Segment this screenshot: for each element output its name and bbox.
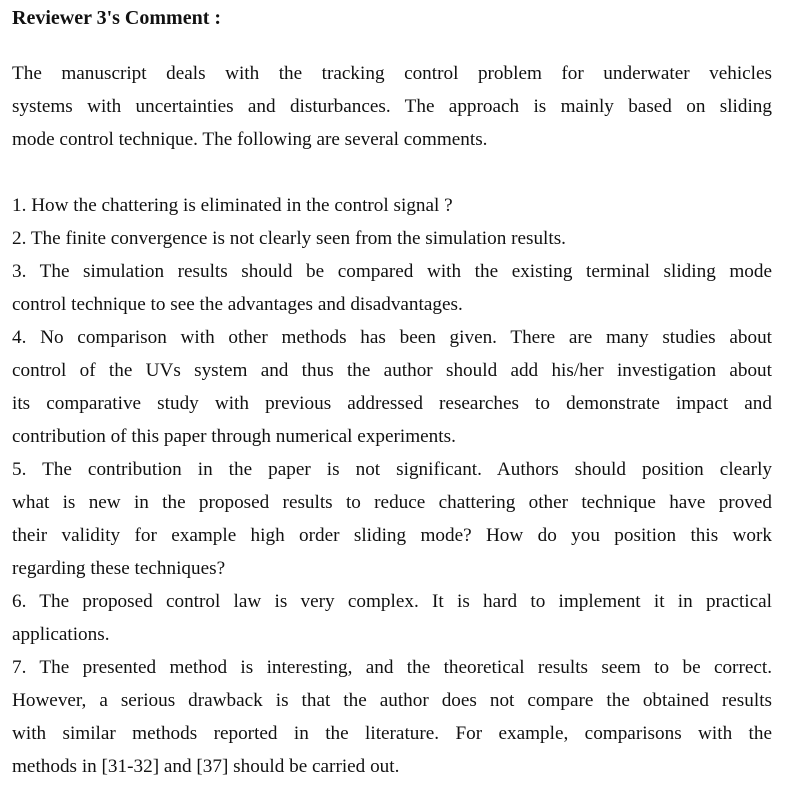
comment-line: with similar methods reported in the literature. For example, comparisons with the xyxy=(12,723,772,744)
comment-list xyxy=(12,189,772,783)
comment-line: control technique to see the advantages and disadvantages. xyxy=(12,294,463,315)
intro-line: mode control technique. The following are several comments. xyxy=(12,129,488,150)
comment-line: 7. The presented method is interesting, and the theoretical results seem to be correct. xyxy=(12,657,772,678)
comment-line: contribution of this paper through numerical experiments. xyxy=(12,426,456,447)
comment-line: control of the UVs system and thus the author should add his/her investigation about xyxy=(12,360,772,381)
comment-line: 3. The simulation results should be compared with the existing terminal sliding mode xyxy=(12,261,772,282)
page-title: Reviewer 3's Comment : xyxy=(12,7,222,29)
comment-line: 4. No comparison with other methods has been given. There are many studies about xyxy=(12,327,772,348)
comment-line: their validity for example high order sliding mode? How do you position this work xyxy=(12,525,772,546)
comment-item-7 xyxy=(12,651,772,783)
comment-item-3 xyxy=(12,255,772,321)
comment-item-6 xyxy=(12,585,772,651)
comment-item-2 xyxy=(12,222,772,255)
comment-line: 5. The contribution in the paper is not significant. Authors should position clearly xyxy=(12,459,772,480)
intro-line: systems with uncertainties and disturbances. The approach is mainly based on sliding xyxy=(12,96,772,117)
comment-item-1 xyxy=(12,189,772,222)
comment-line: applications. xyxy=(12,624,110,645)
comment-line: 2. The finite convergence is not clearly seen from the simulation results. xyxy=(12,228,566,249)
comment-line: its comparative study with previous addressed researches to demonstrate impact and xyxy=(12,393,772,414)
intro-line: The manuscript deals with the tracking control problem for underwater vehicles xyxy=(12,63,772,84)
comment-line: 1. How the chattering is eliminated in the control signal ? xyxy=(12,195,453,216)
intro-paragraph xyxy=(12,57,772,156)
comment-line: However, a serious drawback is that the author does not compare the obtained results xyxy=(12,690,772,711)
comment-line: what is new in the proposed results to reduce chattering other technique have proved xyxy=(12,492,772,513)
comment-line: regarding these techniques? xyxy=(12,558,226,579)
comment-item-4 xyxy=(12,321,772,453)
comment-line: methods in [31-32] and [37] should be carried out. xyxy=(12,756,400,777)
comment-item-5 xyxy=(12,453,772,585)
comment-line: 6. The proposed control law is very complex. It is hard to implement it in practical xyxy=(12,591,772,612)
